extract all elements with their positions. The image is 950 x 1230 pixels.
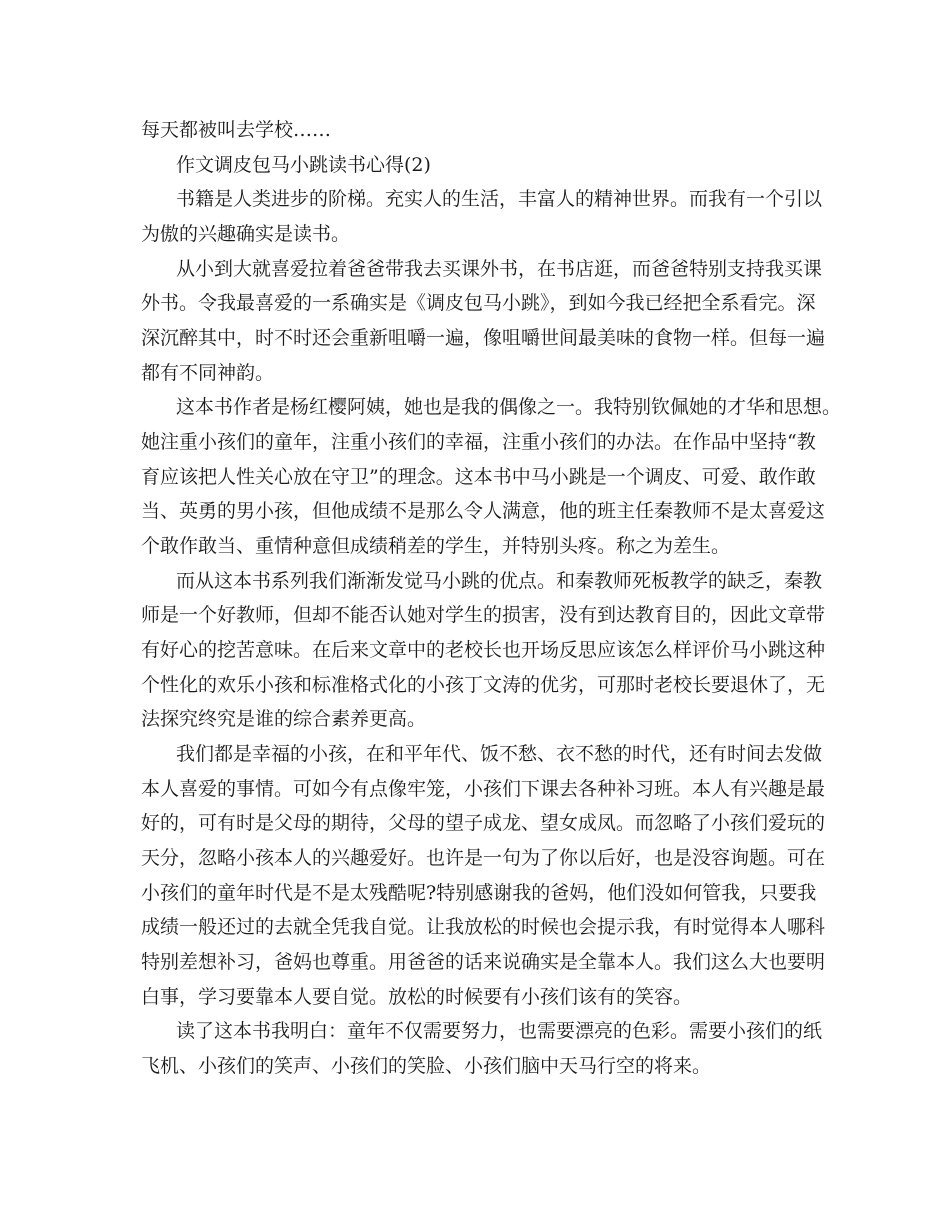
text-line: 白事，学习要靠本人要自觉。放松的时候要有小孩们该有的笑容。 xyxy=(141,986,693,1008)
text-line: 而从这本书系列我们渐渐发觉马小跳的优点。和秦教师死板教学的缺乏，秦教 xyxy=(176,570,823,592)
text-line: 好的，可有时是父母的期待，父母的望子成龙、望女成凤。而忽略了小孩们爱玩的 xyxy=(141,812,826,834)
text-line: 育应该把人性关心放在守卫”的理念。这本书中马小跳是一个调皮、可爱、敢作敢 xyxy=(141,466,816,488)
text-line: 为傲的兴趣确实是读书。 xyxy=(141,223,351,245)
text-line: 都有不同神韵。 xyxy=(141,362,275,384)
text-line: 深沉醉其中，时不时还会重新咀嚼一遍，像咀嚼世间最美味的食物一样。但每一遍 xyxy=(141,327,826,349)
text-line: 成绩一般还过的去就全凭我自觉。让我放松的时候也会提示我，有时觉得本人哪科 xyxy=(141,916,826,938)
text-line: 个敢作敢当、重情种意但成绩稍差的学生，并特别头疼。称之为差生。 xyxy=(141,535,731,557)
text-line: 个性化的欢乐小孩和标准格式化的小孩丁文涛的优劣，可那时老校长要退休了，无 xyxy=(141,674,826,696)
text-line: 当、英勇的男小孩，但他成绩不是那么令人满意，他的班主任秦教师不是太喜爱这 xyxy=(141,500,826,522)
text-line: 法探究终究是谁的综合素养更高。 xyxy=(141,708,427,730)
text-line: 读了这本书我明白：童年不仅需要努力，也需要漂亮的色彩。需要小孩们的纸 xyxy=(176,1020,823,1042)
text-line: 这本书作者是杨红樱阿姨，她也是我的偶像之一。我特别钦佩她的才华和思想。 xyxy=(176,396,842,418)
text-line: 师是一个好教师，但却不能否认她对学生的损害，没有到达教育目的，因此文章带 xyxy=(141,604,826,626)
essay-title: 作文调皮包马小跳读书心得(2) xyxy=(176,154,431,176)
text-line: 小孩们的童年时代是不是太残酷呢?特别感谢我的爸妈，他们没如何管我，只要我 xyxy=(141,882,817,904)
text-line: 外书。令我最喜爱的一系确实是《调皮包马小跳》，到如今我已经把全系看完。深 xyxy=(141,292,816,314)
text-line: 她注重小孩们的童年，注重小孩们的幸福，注重小孩们的办法。在作品中坚持“教 xyxy=(141,431,816,453)
text-line: 本人喜爱的事情。可如今有点像牢笼，小孩们下课去各种补习班。本人有兴趣是最 xyxy=(141,778,826,800)
text-line: 飞机、小孩们的笑声、小孩们的笑脸、小孩们脑中天马行空的将来。 xyxy=(141,1055,712,1077)
text-line: 特别差想补习，爸妈也尊重。用爸爸的话来说确实是全靠本人。我们这么大也要明 xyxy=(141,951,826,973)
text-line: 书籍是人类进步的阶梯。充实人的生活，丰富人的精神世界。而我有一个引以 xyxy=(176,188,823,210)
text-line: 有好心的挖苦意味。在后来文章中的老校长也开场反思应该怎么样评价马小跳这种 xyxy=(141,639,826,661)
text-line: 从小到大就喜爱拉着爸爸带我去买课外书，在书店逛，而爸爸特别支持我买课 xyxy=(176,258,823,280)
text-line: 天分，忽略小孩本人的兴趣爱好。也许是一句为了你以后好，也是没容询题。可在 xyxy=(141,847,826,869)
text-line: 每天都被叫去学校…… xyxy=(141,119,332,141)
text-line: 我们都是幸福的小孩，在和平年代、饭不愁、衣不愁的时代，还有时间去发做 xyxy=(176,743,823,765)
